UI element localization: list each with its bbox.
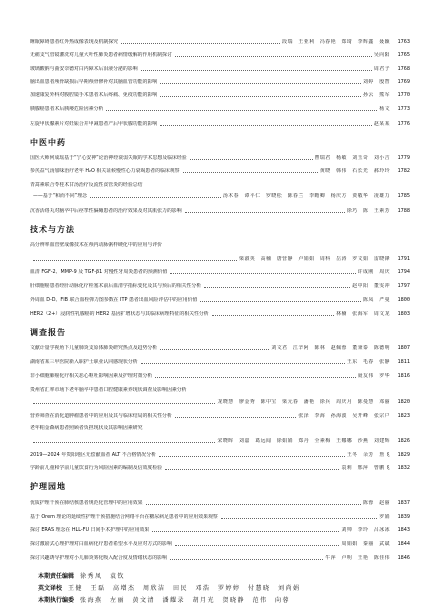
leader-dots <box>221 518 377 519</box>
page-number: 1797 <box>397 283 410 289</box>
entry-authors: 袁莉 邢萍 曾鹏飞 <box>341 465 390 471</box>
entry-authors: 刘婷 殷智 <box>363 79 390 85</box>
leader-dots <box>175 417 297 418</box>
page-number: 1844 <box>397 541 410 547</box>
page-number: 1763 <box>397 39 410 45</box>
entry-title: 优质护理干预在肺结核患者规范化管理中的应用效果 <box>30 500 143 506</box>
entry-authors: 梁淑英 高楠 唐营静 卢娟娟 周科 岳涛 罗文娟 雷晓锋 <box>239 256 390 262</box>
toc-entry[interactable] <box>30 311 410 318</box>
leader-dots <box>106 110 377 111</box>
entry-row <box>30 52 410 59</box>
entry-row <box>30 106 410 113</box>
entry-title: 参芪益气汤加味治疗老年 H₂O 相关证候慢性心力衰竭患者的临床观察 <box>30 168 180 174</box>
toc-entry[interactable] <box>30 121 410 128</box>
footer-names: 张海燕 左丽 黄文清 潘耀录 胡月光 贺晓静 范伟 向蓉 <box>80 597 291 604</box>
entry-authors: 陈蓉 赵丽 <box>363 500 390 506</box>
leader-dots <box>33 260 237 261</box>
leader-dots <box>146 504 362 505</box>
leader-dots <box>200 301 361 302</box>
entry-row <box>30 541 410 548</box>
entry-row <box>30 465 410 472</box>
page-number: 1839 <box>397 514 410 520</box>
page-number: 1811 <box>397 359 410 365</box>
footer-names: 王健 王磊 高增杰 周欣洁 田民 邓浩 罗婷婷 付慧晓 刘尚娟 <box>68 585 301 592</box>
page-number: 1826 <box>397 438 410 444</box>
leader-dots <box>212 315 334 316</box>
page-number: 1829 <box>397 452 410 458</box>
toc-entry[interactable] <box>30 106 410 113</box>
entry-authors: 聂友伟 罗华 <box>357 373 390 379</box>
toc-entry[interactable] <box>30 242 410 263</box>
executive-editors-line <box>38 595 418 604</box>
entry-row <box>30 345 410 352</box>
entry-row <box>30 555 410 562</box>
entry-authors: 黄晓 韩伟 石长光 郝玲玲 <box>319 168 390 174</box>
toc-entry[interactable] <box>30 92 410 99</box>
page-number: 1846 <box>397 555 410 561</box>
entry-meta-row <box>30 193 410 200</box>
leader-dots <box>152 531 339 532</box>
entry-authors: 刘帅 李玲 吕冰冰 <box>341 527 390 533</box>
leader-dots <box>33 403 215 404</box>
entry-authors: 宋晓晖 刘嘉 葛远闻 徐娟娟 郑丹 全素梅 王娜娜 沙燕 刘建辉 <box>217 438 390 444</box>
toc-entry[interactable] <box>30 541 410 548</box>
entry-subtitle: ——基于“和而不同”理念 <box>33 193 87 199</box>
leader-dots <box>33 442 215 443</box>
leader-dots <box>204 287 350 288</box>
entry-row <box>30 39 410 46</box>
page-number: 1768 <box>397 66 410 72</box>
entry-title: 沉香活络丸对脑卒中后痉挛性偏瘫患者的治疗效果及对其肌张力的影响 <box>30 208 182 214</box>
toc-entry[interactable] <box>30 387 410 406</box>
entry-row <box>30 452 410 459</box>
entry-row <box>30 500 410 507</box>
leader-dots <box>90 197 221 198</box>
entry-authors: 段瑞 王亚利 冯春艳 郑琦 李辉鑫 聂颖 <box>282 39 390 45</box>
entry-row <box>30 514 410 521</box>
entry-row <box>30 359 410 366</box>
entry-row <box>30 527 410 534</box>
page-number: 1800 <box>397 297 410 303</box>
page-number: 1788 <box>397 208 410 214</box>
toc-entry[interactable] <box>30 52 410 59</box>
page-number: 1807 <box>397 345 410 351</box>
entry-title: 玻璃酸钠与曲安奈德对白内障术后泪液分泌的影响 <box>30 66 138 72</box>
page-number: 1837 <box>397 500 410 506</box>
entry-authors: 周娟娟 秦丽 武斌 <box>341 541 390 547</box>
entry-title: 睡眠障碍患者红外热成像表现及机制探究 <box>30 39 119 45</box>
entry-meta-row <box>30 438 410 445</box>
leader-dots <box>185 212 345 213</box>
page-number: 1832 <box>397 465 410 471</box>
page-number: 1769 <box>397 79 410 85</box>
entry-authors: 林楠 张海军 周文龙 <box>336 311 390 317</box>
toc-entry[interactable] <box>30 208 410 215</box>
toc-entry[interactable] <box>30 39 410 46</box>
toc-entry[interactable] <box>30 297 410 304</box>
toc-entry[interactable] <box>30 514 410 521</box>
entry-title: 贵州省汇率市场下老年脑卒中患者口腔健康素养现状调查及影响因素分析 <box>30 387 187 393</box>
footer-label: 英文译校 <box>38 585 63 592</box>
leader-dots <box>121 43 280 44</box>
entry-row <box>30 311 410 318</box>
entry-row <box>30 121 410 128</box>
page-number: 1776 <box>397 121 410 127</box>
entry-authors: 刘文君 江辛阿 陈林 赵佩蓉 董秉泰 陈德明 <box>271 345 390 351</box>
page-number: 1816 <box>397 373 410 379</box>
entry-authors: 徐巧 陈 王素芳 <box>346 208 390 214</box>
toc-entry[interactable] <box>30 359 410 366</box>
page-number: 1773 <box>397 106 410 112</box>
page-number: 1843 <box>397 527 410 533</box>
toc-entry[interactable] <box>30 66 410 73</box>
entry-title: 学龄前儿童和学前儿童饮食行为风险因素的编制及信效度检验 <box>30 465 163 471</box>
entry-title: 胰腺癌患者术后胰瘘危险因素分析 <box>30 106 104 112</box>
entry-meta-row <box>30 399 410 406</box>
entry-authors: 吴向阳 <box>373 52 390 58</box>
leader-dots <box>160 125 372 126</box>
entry-authors: 汤木春 谭平仁 罗晓松 陈春兰 李瞻卿 杨庆方 贾敬华 凌雄力 <box>222 193 390 199</box>
leader-dots <box>155 377 355 378</box>
leader-dots <box>190 159 313 160</box>
page-number: 1782 <box>397 168 410 174</box>
entry-title: 2019—2024 年贵阳地区无偿献血者 ALT 不合格情况分析 <box>30 452 156 458</box>
entry-row <box>30 373 410 380</box>
entry-authors: 孙云 熊军 <box>363 92 390 98</box>
toc-entry[interactable] <box>30 182 410 200</box>
leader-dots <box>160 96 361 97</box>
leader-dots <box>165 469 339 470</box>
leader-dots <box>183 172 318 173</box>
entry-authors: 张泽 李海 孙海波 吴开峰 张宗户 <box>298 413 390 419</box>
entry-title: 脑出血患者颅骨缺损后早期颅骨修补对其脑血管功能的影响 <box>30 79 158 85</box>
responsible-editor-line <box>38 571 418 580</box>
entry-authors: 牛萍 卢明 王艳 陈佳伟 <box>325 555 390 561</box>
leader-dots <box>159 456 345 457</box>
toc-entry[interactable] <box>30 373 410 380</box>
toc-entry[interactable] <box>30 413 410 420</box>
section-heading: 护理园地 <box>30 482 66 491</box>
entry-title: 肝细胞癌患者经肝动脉化疗栓塞术前后血清学指标变化及其与预后的相关性分析 <box>30 283 202 289</box>
entry-authors: 赵某某 <box>373 121 390 127</box>
entry-authors: 罗娟 <box>379 514 390 520</box>
entry-authors: 陈凤 严曼 <box>363 297 390 303</box>
entry-title: 无痛支气管镜灌洗对儿童大叶性肺炎患者病情缓解的作用机制探讨 <box>30 52 172 58</box>
entry-title: 青蒿素联合苓桂术甘汤治疗反流性食管炎的经验总结 <box>30 182 143 188</box>
toc-entry[interactable] <box>30 452 410 459</box>
page-number: 1823 <box>397 413 410 419</box>
toc-entry[interactable] <box>30 527 410 534</box>
entry-title: 湖南省某三甲医院新入职护士职业认同感现状分析 <box>30 359 138 365</box>
entry-title: 文献计量学视角下儿童肺炎支原体肺炎研究热点及趋势分析 <box>30 345 158 351</box>
entry-title: 探讨激励式心理护理对白血病化疗患者希望水平及应对方式的影响 <box>30 541 172 547</box>
entry-title: 非小细胞肺癌化疗相关恶心呕吐影响因素及护理对策分析 <box>30 373 153 379</box>
toc-entry[interactable] <box>30 425 410 445</box>
entry-row <box>30 92 410 99</box>
entry-row <box>30 155 410 162</box>
leader-dots <box>175 545 340 546</box>
page-number: 1785 <box>397 193 410 199</box>
section-heading: 中医中药 <box>30 138 66 147</box>
entry-row <box>30 79 410 86</box>
entry-title: 左旋甲状腺素片对妊娠合并甲减患者产后甲状腺功能的影响 <box>30 121 158 127</box>
entry-meta-row <box>30 256 410 263</box>
entry-row <box>30 168 410 175</box>
toc-entry[interactable] <box>30 500 410 507</box>
section-heading: 调查报告 <box>30 328 66 337</box>
page-number: 1794 <box>397 269 410 275</box>
entry-authors: 王冬 余芳 詹飞 <box>346 452 390 458</box>
page-number: 1820 <box>397 399 410 405</box>
entry-title: 国医大师何成瑶基于“宁心安神”论治神经衰弱失眠的学术思想及临床经验 <box>30 155 187 161</box>
entry-authors: 周君子 <box>373 66 390 72</box>
entry-title: HER2（2+）浸润性乳腺癌的 HER2 基因扩增状态与其临床病理特征的相关性分析 <box>30 311 209 317</box>
page-number: 1765 <box>397 52 410 58</box>
entry-title: 探讨兴趣诱导护理对小儿肺炎雾化吸入配合度及情绪状态的影响 <box>30 555 167 561</box>
toc-entry[interactable] <box>30 269 410 276</box>
entry-row <box>30 283 410 290</box>
entry-title: 高分辨率血管壁成像技术在颅内动脉粥样硬化中的应用与评价 <box>30 242 163 248</box>
entry-authors: 曹瑞君 杨敏 刘玉奇 刘小吉 <box>314 155 390 161</box>
toc-entry[interactable] <box>30 465 410 472</box>
toc-entry[interactable] <box>30 283 410 290</box>
page-number: 1779 <box>397 155 410 161</box>
entry-authors: 许成刚 周庆 <box>357 269 390 275</box>
leader-dots <box>160 83 361 84</box>
entry-title: 外周血 D-D、FIB 联合血栓弹力图参数在 ITP 患者出血风险评估中的应用价值 <box>30 297 198 303</box>
footer-label: 本期执行编委 <box>38 597 75 604</box>
toc-entry[interactable] <box>30 345 410 352</box>
leader-dots <box>170 559 323 560</box>
english-proofreaders-line <box>38 583 418 592</box>
toc-entry[interactable] <box>30 555 410 562</box>
toc-entry[interactable] <box>30 168 410 175</box>
footer-names: 徐秀凤 袁钦 <box>80 573 126 580</box>
entry-row <box>30 297 410 304</box>
entry-title: 加速康复外科对腹腔镜手术患者术后疼痛、免疫功能的影响 <box>30 92 158 98</box>
entry-authors: 王东 毛春 张静 <box>346 359 390 365</box>
entry-title: 基于 Orem 理论的延续性护理干预措施结合网络平台在糖尿病足患者中的应用效果观察 <box>30 514 218 520</box>
page-number: 1791 <box>397 256 410 262</box>
leader-dots <box>170 273 355 274</box>
entry-row <box>30 66 410 73</box>
section-heading: 技术与方法 <box>30 225 75 234</box>
leader-dots <box>160 349 269 350</box>
toc-entry[interactable] <box>30 155 410 162</box>
leader-dots <box>175 56 372 57</box>
entry-authors: 杨文 <box>379 106 390 112</box>
entry-row <box>30 208 410 215</box>
leader-dots <box>141 70 372 71</box>
entry-authors: 龙晓慧 廖金秀 陈中宝 梁元春 潘艳 徐兵 周庆月 陈曼慧 邓丽 <box>217 399 390 405</box>
entry-title: 营养筛查在消化道肿瘤患者中的应用及其与临床结局的相关性分析 <box>30 413 172 419</box>
entry-authors: 赵中阳 董雯冲 <box>352 283 390 289</box>
leader-dots <box>141 363 345 364</box>
page-number: 1770 <box>397 92 410 98</box>
entry-row <box>30 269 410 276</box>
entry-title: 血清 FGF-2、MMP-9 及 TGF-β1 对慢性牙周炎患者的预测价值 <box>30 269 168 275</box>
footer-label: 本期责任编辑 <box>38 573 75 580</box>
entry-title: 探讨 ERAS 理念在 HLL-FU 日间手术护理中的应用效果 <box>30 527 150 533</box>
toc-entry[interactable] <box>30 79 410 86</box>
entry-title: 老年帕金森病患者照顾者负担现状及其影响因素研究 <box>30 425 143 431</box>
page-number: 1803 <box>397 311 410 317</box>
entry-row <box>30 413 410 420</box>
